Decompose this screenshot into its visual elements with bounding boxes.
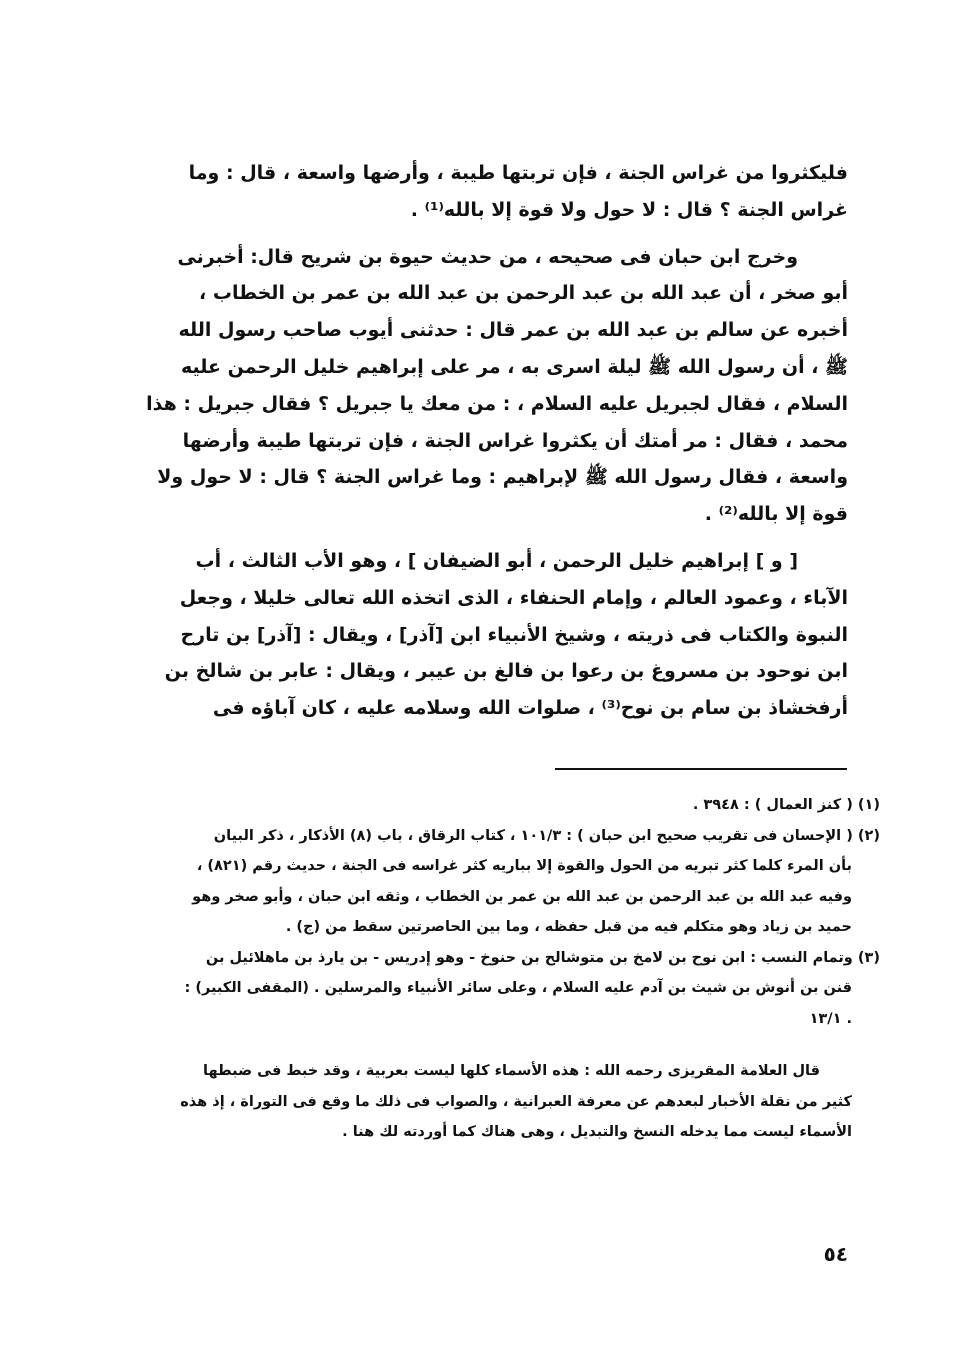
footnote-line: الأسماء ليست مما يدخله النسخ والتبديل ، وهى هناك كما أوردته لك هنا . — [342, 1124, 852, 1140]
footnote-line: وفيه عبد الله بن عبد الرحمن بن عبد الله بن عمر بن الخطاب ، وثقه ابن حبان ، وأبو صخر وهو — [192, 888, 852, 905]
text-line: أبو صخر ، أن عبد الله بن عبد الرحمن بن عبد الله بن عمر بن الخطاب ، — [199, 282, 848, 305]
text-line: أخبره عن سالم بن عبد الله بن عمر قال : حدثنى أيوب صاحب رسول الله — [178, 319, 848, 342]
footnote-gap — [110, 1034, 880, 1056]
footnote-entry: (٣) وتمام النسب : ابن نوح بن لامخ بن متوشالح بن حنوخ - وهو إدريس - بن يارذ بن ماهلائيل بن — [205, 949, 880, 966]
text-line: أرفخشاذ بن سام بن نوح⁽³⁾ ، صلوات الله وسلامه عليه ، كان آباؤه فى — [212, 697, 848, 720]
text-line: السلام ، فقال لجبريل عليه السلام ، : من معك يا جبريل ؟ فقال جبريل : هذا — [146, 392, 848, 415]
text-line: [ و ] إبراهيم خليل الرحمن ، أبو الضيفان ] ، وهو الأب الثالث ، أب — [195, 549, 798, 572]
footnote-line: قال العلامة المقريزى رحمه الله : هذه الأسماء كلها ليست بعربية ، وقد خبط فى ضبطها — [203, 1063, 820, 1079]
paragraph-gap — [110, 533, 848, 543]
footnote-line: قنن بن أنوش بن شيث بن آدم عليه السلام ، وعلى سائر الأنبياء والمرسلين . (المقفى الكبير) : — [184, 980, 852, 996]
text-line: وخرج ابن حبان فى صحيحه ، من حديث حيوة بن شريح قال: أخبرنى — [177, 245, 798, 268]
footnote-line: بأن المرء كلما كثر تبريه من الحول والقوة إلا بباريه كثر غراسه فى الجنة ، حديث رقم (٨٢١) ، — [196, 858, 852, 874]
text-line: واسعة ، فقال رسول الله ﷺ لإبراهيم : وما غراس الجنة ؟ قال : لا حول ولا — [157, 466, 848, 489]
text-line: غراس الجنة ؟ قال : لا حول ولا قوة إلا بالله⁽¹⁾ . — [410, 198, 848, 221]
text-line: فليكثروا من غراس الجنة ، فإن تربتها طيبة ، وأرضها واسعة ، قال : وما — [188, 162, 848, 184]
footnote-entry: (١) ( كنز العمال ) : ٣٩٤٨ . — [692, 797, 880, 813]
footnote-entry: (٢) ( الإحسان فى تقريب صحيح ابن حبان ) : ١٠١/٣ ، كتاب الرقاق ، باب (٨) الأذكار ، ذكر البيان — [213, 827, 880, 844]
page-number: ٥٤ — [823, 1242, 848, 1266]
text-line: ابن نوحود بن مسروغ بن رعوا بن فالغ بن عيبر ، ويقال : عابر بن شالخ بن — [164, 660, 848, 683]
footnote-line: كثير من نقلة الأخبار لبعدهم عن معرفة العبرانية ، والصواب فى ذلك ما وقع فى التوراة ، إذ هذه — [180, 1093, 852, 1110]
paragraph-gap — [110, 229, 848, 239]
footnote-line: حميد بن زياد وهو متكلم فيه من قبل حفظه ، وما بين الحاصرتين سقط من (ج) . — [285, 919, 852, 935]
footnote-line: . ١٣/١ — [809, 1010, 852, 1027]
footnote-separator — [555, 768, 847, 770]
footnotes-section — [110, 790, 880, 1148]
text-line: الآباء ، وعمود العالم ، وإمام الحنفاء ، الذى اتخذه الله تعالى خليلا ، وجعل — [179, 586, 848, 609]
main-text-body — [110, 155, 848, 727]
text-line: محمد ، فقال : مر أمتك أن يكثروا غراس الجنة ، فإن تربتها طيبة وأرضها — [182, 429, 848, 452]
text-line: قوة إلا بالله⁽²⁾ . — [704, 503, 848, 526]
text-line: ﷺ ، أن رسول الله ﷺ ليلة اسرى به ، مر على إبراهيم خليل الرحمن عليه — [180, 355, 848, 378]
text-line: النبوة والكتاب فى ذريته ، وشيخ الأنبياء ابن [آذر] ، ويقال : [آذر] بن تارح — [180, 623, 848, 646]
